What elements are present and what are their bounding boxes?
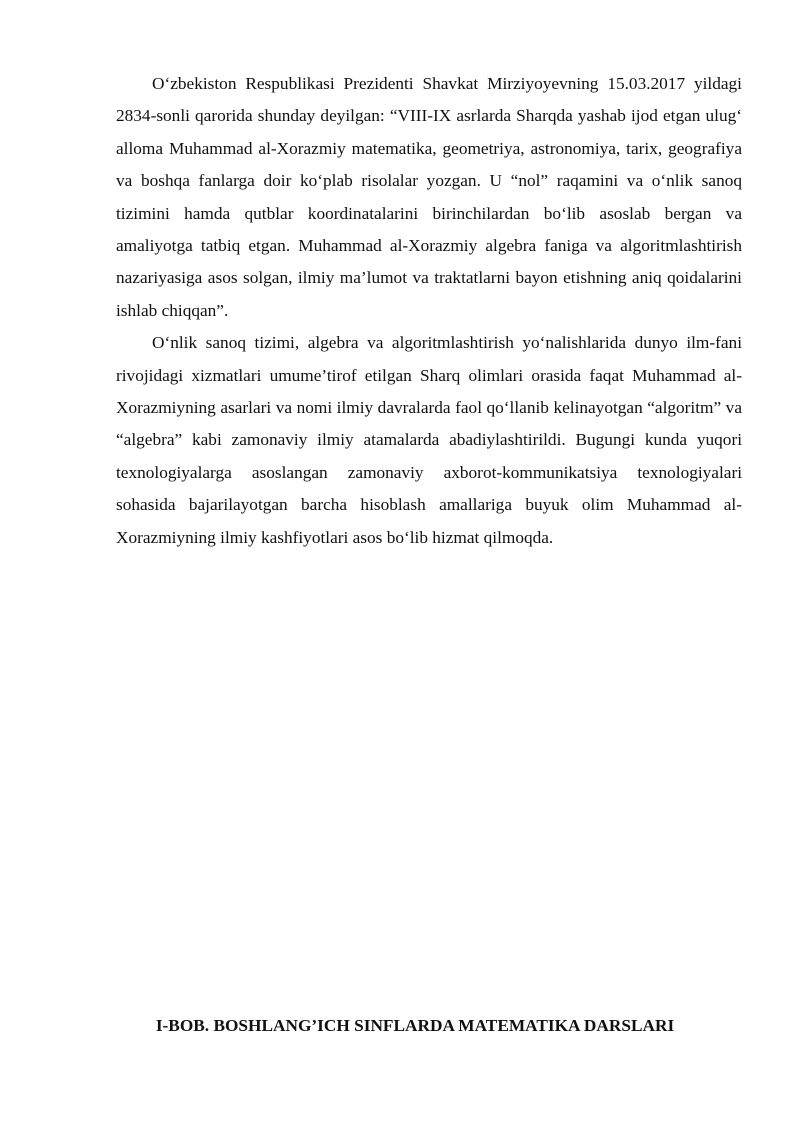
paragraph-decree-quote: O‘zbekiston Respublikasi Prezidenti Shavkat Mirziyoyevning 15.03.2017 yildagi 2834-sonli qarorida shunday deyilgan: “VIII-IX asrlarda Sharqda yashab ijod etgan ulug‘ alloma Muhammad al-Xorazmiy matematika, geometriya, astronomiya, tarix, geografiya va boshqa fanlarga doir ko‘plab risolalar yozgan. U “nol” raqamini va o‘nlik sanoq tizimini hamda qutblar koordinatalarini birinchilardan bo‘lib asoslab bergan va amaliyotga tatbiq etgan. Muhammad al-Xorazmiy algebra faniga va algoritmlashtirish nazariyasiga asos solgan, ilmiy ma’lumot va traktatlarni bayon etishning aniq qoidalarini ishlab chiqqan”. <box>116 74 742 320</box>
paragraph-al-xorazmiy-legacy: O‘nlik sanoq tizimi, algebra va algoritmlashtirish yo‘nalishlarida dunyo ilm-fani rivojidagi xizmatlari umume’tirof etilgan Sharq olimlari orasida faqat Muhammad al-Xorazmiyning asarlari va nomi ilmiy davralarda faol qo‘llanib kelinayotgan “algoritm” va “algebra” kabi zamonaviy ilmiy atamalarda abadiylashtirildi. Bugungi kunda yuqori texnologiyalarga asoslangan zamonaviy axborot-kommunikatsiya texnologiyalari sohasida bajarilayotgan barcha hisoblash amallariga buyuk olim Muhammad al-Xorazmiyning ilmiy kashfiyotlari asos bo‘lib hizmat qilmoqda. <box>116 333 742 547</box>
chapter-title: I-BOB. BOSHLANG’ICH SINFLARDA MATEMATIKA DARSLARI <box>155 1016 675 1035</box>
body-text <box>116 68 742 554</box>
